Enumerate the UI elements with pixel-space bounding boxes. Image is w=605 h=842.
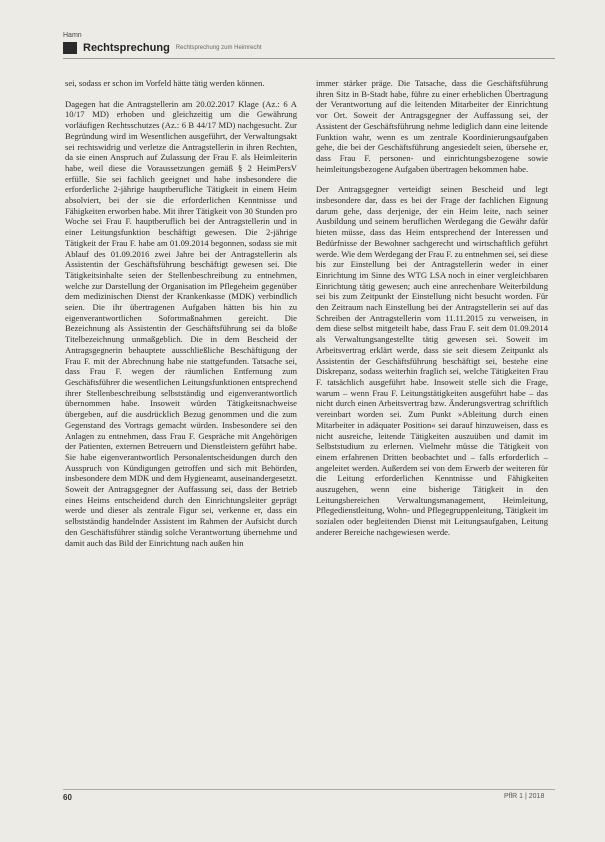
header-divider [63,58,555,59]
right-paragraph-1: immer stärker präge. Die Tatsache, dass die Geschäftsführung ihren Sitz in B-Stadt habe, führe zu einer erheblichen Übertragung der Verantwortung auf die leitenden Mitarbeiter der Einrichtung vor Ort. Soweit der Antragsgegner der Auffassung sei, der Assistent der Geschäftsführung nehme lediglich dann eine leitende Funktion wahr, wenn es um zentrale Koordinierungsaufgaben gehe, die bei der Geschäftsführung angesiedelt seien, übersehe er, dass Frau F. personen- und einrichtungsbezogene sowie heimleitungsbezogene Aufgaben übertragen bekommen habe. [316,78,548,174]
page-header [63,41,553,55]
left-column [65,78,297,558]
page-number: 60 [63,793,72,802]
header-subtitle: Rechtsprechung zum Heimrecht [175,45,262,51]
header-marker [63,42,77,54]
footer-divider [63,789,555,790]
left-paragraph-1: sei, sodass er schon im Vorfeld hätte tätig werden können. [65,78,265,88]
left-paragraph-2: Dagegen hat die Antragstellerin am 20.02.2017 Klage (Az.: 6 A 10/17 MD) erhoben und gleichzeitig um die Gewährung vorläufigen Rechtsschutzes (Az.: 6 B 44/17 MD) nachgesucht. Zur Begründung wird im Wesentlichen ausgeführt, der Verwaltungsakt sei rechtswidrig und verletze die Antragstellerin in ihren Rechten, da sie einen Anspruch auf Zulassung der Frau F. als Heimleiterin habe, weil diese die Voraussetzungen gemäß § 2 HeimPersV erfülle. Sie sei fachlich geeignet und habe insbesondere die erforderliche 2-jährige hauptberufliche Tätigkeit in einem Heim absolviert, bei der sie die erforderlichen Kenntnisse und Fähigkeiten erworben habe. Mit ihrer Tätigkeit von 30 Stunden pro Woche sei Frau F. hauptberuflich bei der Antragstellerin und in einer Leitungsfunktion beschäftigt gewesen. Die 2-jährige Tätigkeit der Frau F. habe am 01.09.2014 begonnen, sodass sie mit Ablauf des 01.09.2016 zwei Jahre bei der Antragstellerin als Assistentin der Geschäftsführung beschäftigt gewesen sei. Die Tätigkeitsinhalte seien der Stellenbeschreibung zu entnehmen, welche zur Darstellung der Organisation im Pflegeheim gegenüber dem medizinischen Dienst der Krankenkasse (MDK) verbindlich seien. Die ihr übertragenen Aufgaben hätten bis hin zu eigenverantwortlichen Sofortmaßnahmen gereicht. Die Bezeichnung als Assistentin der Geschäftsführung sei da bloße Titelbezeichnung unmaßgeblich. Die in dem Bescheid der Antragsgegnerin behauptete ausschließliche Beschäftigung der Frau F. mit der Abrechnung habe nie stattgefunden. Tatsache sei, dass Frau F. wegen der räumlichen Entfernung zum Geschäftsführer die wesentlichen Leitungsfunktionen entsprechend ihrer Stellenbeschreibung selbstständig und eigenverantwortlich übernommen habe. Insoweit würden Tätigkeitsnachweise übergeben, auf die ausdrücklich Bezug genommen und die zum Gegenstand des Vortrags gemacht würden. Insbesondere sei den Anlagen zu entnehmen, dass Frau F. Gespräche mit Angehörigen der Patienten, externen Betreuern und Dienstleistern geführt habe. Sie habe eigenverantwortlich Personalentscheidungen durch den Ausspruch von Kündigungen getroffen und sich mit Behörden, insbesondere dem MDK und dem Hygieneamt, auseinandergesetzt. Soweit der Antragsgegner der Auffassung sei, dass der Betrieb eines Heims entscheidend durch den Einrichtungsleiter geprägt werde und dieser als zentrale Figur sei, verkenne er, dass ein selbstständig handelnder Assistent im Rahmen der Aufsicht durch den Geschäftsführer ständig solche Verantwortung übernehme und damit auch das Bild der Einrichtung nach außen hin [65,98,297,548]
header-title: Rechtsprechung [83,42,170,54]
journal-reference: PflR 1 | 2018 [504,793,545,800]
section-label: Hamn [63,32,82,39]
right-column [316,78,548,548]
right-paragraph-2: Der Antragsgegner verteidigt seinen Bescheid und legt insbesondere dar, dass es bei der Frage der fachlichen Eignung darum gehe, dass derjenige, der ein Heim leite, nach seiner Ausbildung und seinem beruflichen Werdegang die Gewähr dafür bieten müsse, dass das Heim entsprechend der Interessen und Bedürfnisse der Bewohner sachgerecht und wirtschaftlich geführt werde. Wie dem Werdegang der Frau F. zu entnehmen sei, sei diese bis zur Einstellung bei der Antragstellerin weder in einer Einrichtung im Sinne des WTG LSA noch in einer vergleichbaren Einrichtung tätig gewesen; auch eine anrechenbare Weiterbildung sei bis zum Zeitpunkt der Einstellung nicht besucht worden. Für den Zeitraum nach Einstellung bei der Antragstellerin sei auf das Schreiben der Antragstellerin vom 11.11.2015 zu verweisen, in dem diese selbst mitgeteilt habe, dass Frau F. seit dem 01.09.2014 als Verwaltungsangestellte tätig gewesen sei. Soweit im Arbeitsvertrag erklärt werde, dass sie seit diesem Zeitpunkt als Assistentin der Geschäftsführung beschäftigt sei, bestehe eine Diskrepanz, sodass weiterhin fraglich sei, welche Tätigkeiten Frau F. tatsächlich ausgeführt habe. Insoweit stelle sich die Frage, warum – wenn Frau F. Leitungstätigkeiten ausgeführt habe – das nicht durch einen Arbeitsvertrag bzw. Änderungsvertrag schriftlich vereinbart worden sei. Zum Punkt »Ableitung durch einen Mitarbeiter in adäquater Position« sei darauf hinzuweisen, dass es nicht ausreiche, leitende Tätigkeiten auszuüben und damit im Selbststudium zu erlernen. Vielmehr müsse die Tätigkeit von einem erfahrenen Dritten beobachtet und – falls erforderlich – angeleitet werden. Außerdem sei von dem Erwerb der weiteren für die Leitung erforderlichen Kenntnisse und Fähigkeiten auszugehen, wenn eine bisherige Tätigkeit in den Leitungsbereichen Verwaltungsmanagement, Heimleitung, Pflegedienstleitung, Wohn- und Pflegegruppenleitung, Tätigkeit im sozialen oder begleitenden Dienst mit Leitungsaufgaben, Leitung anderer Bereiche nachgewiesen werde. [316,184,548,537]
